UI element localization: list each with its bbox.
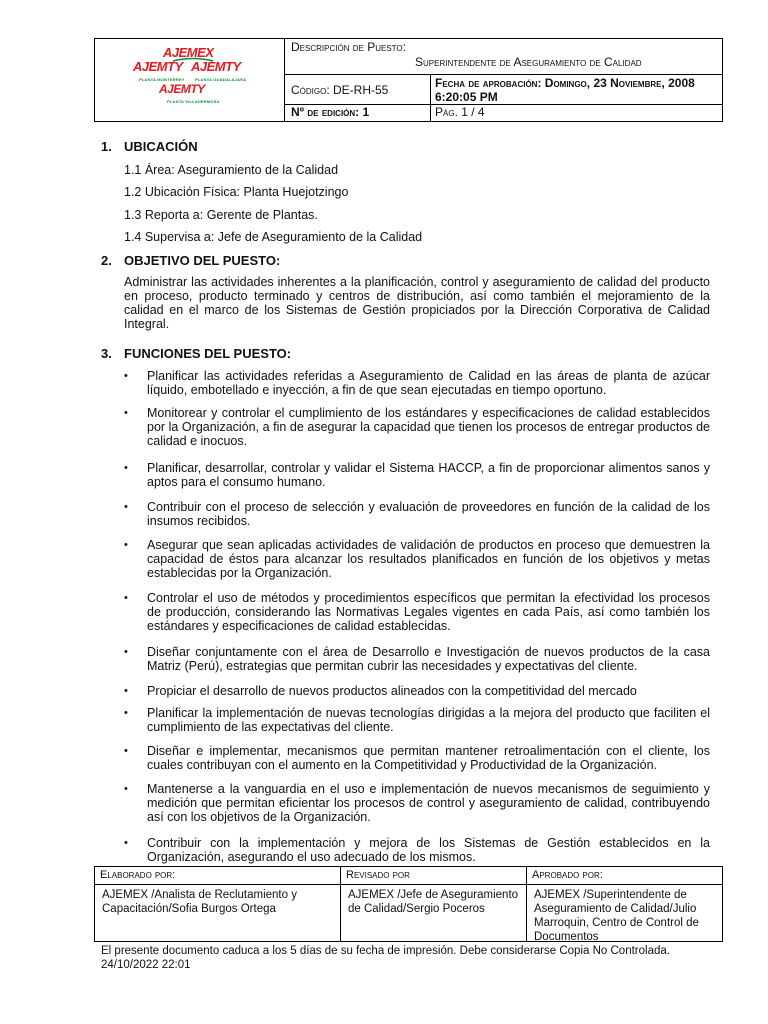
logo-sub-bottom: PLANTA VILLAHERMOSA <box>167 99 220 104</box>
page-number: Pág. 1 / 4 <box>435 105 485 119</box>
aprobado-value: AJEMEX /Superintendente de Aseguramiento de Calidad/Julio Marroquin, Centro de Control de Documentos <box>534 889 699 943</box>
bullet-icon: • <box>124 370 128 382</box>
list-item: 1.1 Área: Aseguramiento de la Calidad <box>124 163 339 177</box>
footer-note <box>101 944 670 972</box>
list-item: • Controlar el uso de métodos y procedimientos específicos que permitan la efectividad los procesos de producción, considerando las Normativas Legales vigentes en cada País, así como también los estándares y especificaciones de calidad establecidas. <box>124 591 710 633</box>
list-item: 1.2 Ubicación Física: Planta Huejotzingo <box>124 185 349 199</box>
bullet-icon: • <box>124 783 128 795</box>
document-header-table <box>94 38 723 122</box>
bullet-icon: • <box>124 837 128 849</box>
list-item: • Propiciar el desarrollo de nuevos productos alineados con la competitividad del mercado <box>124 684 637 698</box>
bullet-icon: • <box>124 592 128 604</box>
logo-ajemty-left: AJEMTY <box>133 59 183 74</box>
logo-sub-left: PLANTA MONTERREY <box>139 77 185 82</box>
bullet-icon: • <box>124 462 128 474</box>
elaborado-column <box>95 867 341 941</box>
logo-ajemty-right: AJEMTY <box>191 59 241 74</box>
copy-disclaimer: El presente documento caduca a los 5 días de su fecha de impresión. Debe considerarse Copia No Controlada. <box>101 945 670 957</box>
description-label: Descripción de Puesto: <box>285 39 722 75</box>
section-heading-funciones: 3. FUNCIONES DEL PUESTO: <box>101 346 292 361</box>
company-logo <box>95 39 285 121</box>
list-item: • Monitorear y controlar el cumplimiento de los estándares y especificaciones de calidad establecidos por la Organización, a fin de asegurar la capacidad que tienen los procesos de entregar productos de calidad e inocuos. <box>124 406 710 448</box>
list-item: • Mantenerse a la vanguardia en el uso e implementación de nuevos mecanismos de seguimiento y medición que permitan eficientar los procesos de control y aseguramiento de calidad, contribuyendo así con los objetivos de la Organización. <box>124 782 710 824</box>
aprobado-label: Aprobado por: <box>527 867 722 885</box>
elaborado-value: AJEMEX /Analista de Reclutamiento y Capacitación/Sofia Burgos Ortega <box>102 889 297 915</box>
list-item: 1.4 Supervisa a: Jefe de Aseguramiento de la Calidad <box>124 230 423 244</box>
list-item: • Diseñar e implementar, mecanismos que permitan mantener retroalimentación con el cliente, los cuales contribuyan con el aumento en la Competitividad y Productividad de la Organización. <box>124 744 710 772</box>
elaborado-label: Elaborado por: <box>95 867 340 885</box>
list-item: 1.3 Reporta a: Gerente de Plantas. <box>124 208 318 222</box>
bullet-icon: • <box>124 501 128 513</box>
section-heading-objetivo: 2. OBJETIVO DEL PUESTO: <box>101 253 281 268</box>
bullet-icon: • <box>124 646 128 658</box>
bullet-icon: • <box>124 407 128 419</box>
list-item: • Asegurar que sean aplicadas actividades de validación de productos en proceso que demuestren la capacidad de éstos para alcanzar los resultados planificados en función de los objetivos y metas establecidas por la Organización. <box>124 538 710 580</box>
list-item: • Planificar la implementación de nuevas tecnologías dirigidas a la mejora del producto que faciliten el cumplimiento de las expectativas del cliente. <box>124 706 710 734</box>
revisado-value: AJEMEX /Jefe de Aseguramiento de Calidad/Sergio Poceros <box>348 889 519 915</box>
signature-table <box>94 866 723 942</box>
position-title: Superintendente de Aseguramiento de Calidad <box>415 55 642 69</box>
objective-paragraph: Administrar las actividades inherentes a la planificación, control y aseguramiento de calidad del producto en proceso, producto terminado y centros de distribución, así como también el mejoramiento de la calidad en el marco de los Sistemas de Gestión propiciados por la Dirección Corporativa de Calidad Integral. <box>124 275 710 331</box>
bullet-icon: • <box>124 539 128 551</box>
print-timestamp: 24/10/2022 22:01 <box>101 959 191 971</box>
list-item: • Planificar las actividades referidas a Aseguramiento de Calidad en las áreas de planta de azúcar líquido, embotellado e inyección, a fin de que sean ejecutadas en tiempo oportuno. <box>124 369 710 397</box>
list-item: • Contribuir con el proceso de selección y evaluación de proveedores en función de la calidad de los insumos recibidos. <box>124 500 710 528</box>
bullet-icon: • <box>124 685 128 697</box>
logo-swoosh-icon <box>173 57 213 63</box>
logo-sub-right: PLANTA GUADALAJARA <box>195 77 247 82</box>
aprobado-column <box>527 867 722 941</box>
logo-ajemex: AJEMEX <box>163 45 214 60</box>
bullet-icon: • <box>124 707 128 719</box>
bullet-icon: • <box>124 745 128 757</box>
edition-number: Nº de edición: 1 <box>285 105 431 121</box>
document-code: Código: DE-RH-55 <box>285 75 431 105</box>
list-item: • Planificar, desarrollar, controlar y validar el Sistema HACCP, a fin de proporcionar alimentos sanos y aptos para el consumo humano. <box>124 461 710 489</box>
section-heading-ubicacion: 1. UBICACIÓN <box>101 139 198 154</box>
list-item: • Contribuir con la implementación y mejora de los Sistemas de Gestión establecidos en la Organización, asegurando el uso adecuado de los mismos. <box>124 836 710 864</box>
list-item: • Diseñar conjuntamente con el área de Desarrollo e Investigación de nuevos productos de la casa Matriz (Perú), estrategias que permitan cubrir las necesidades y expectativas del cliente. <box>124 645 710 673</box>
revisado-column <box>341 867 527 941</box>
revisado-label: Revisado por <box>341 867 526 885</box>
approval-date: Fecha de aprobación: Domingo, 23 Noviembre, 2008 6:20:05 PM <box>431 75 722 105</box>
logo-ajemty-bottom: AJEMTY <box>159 82 205 96</box>
